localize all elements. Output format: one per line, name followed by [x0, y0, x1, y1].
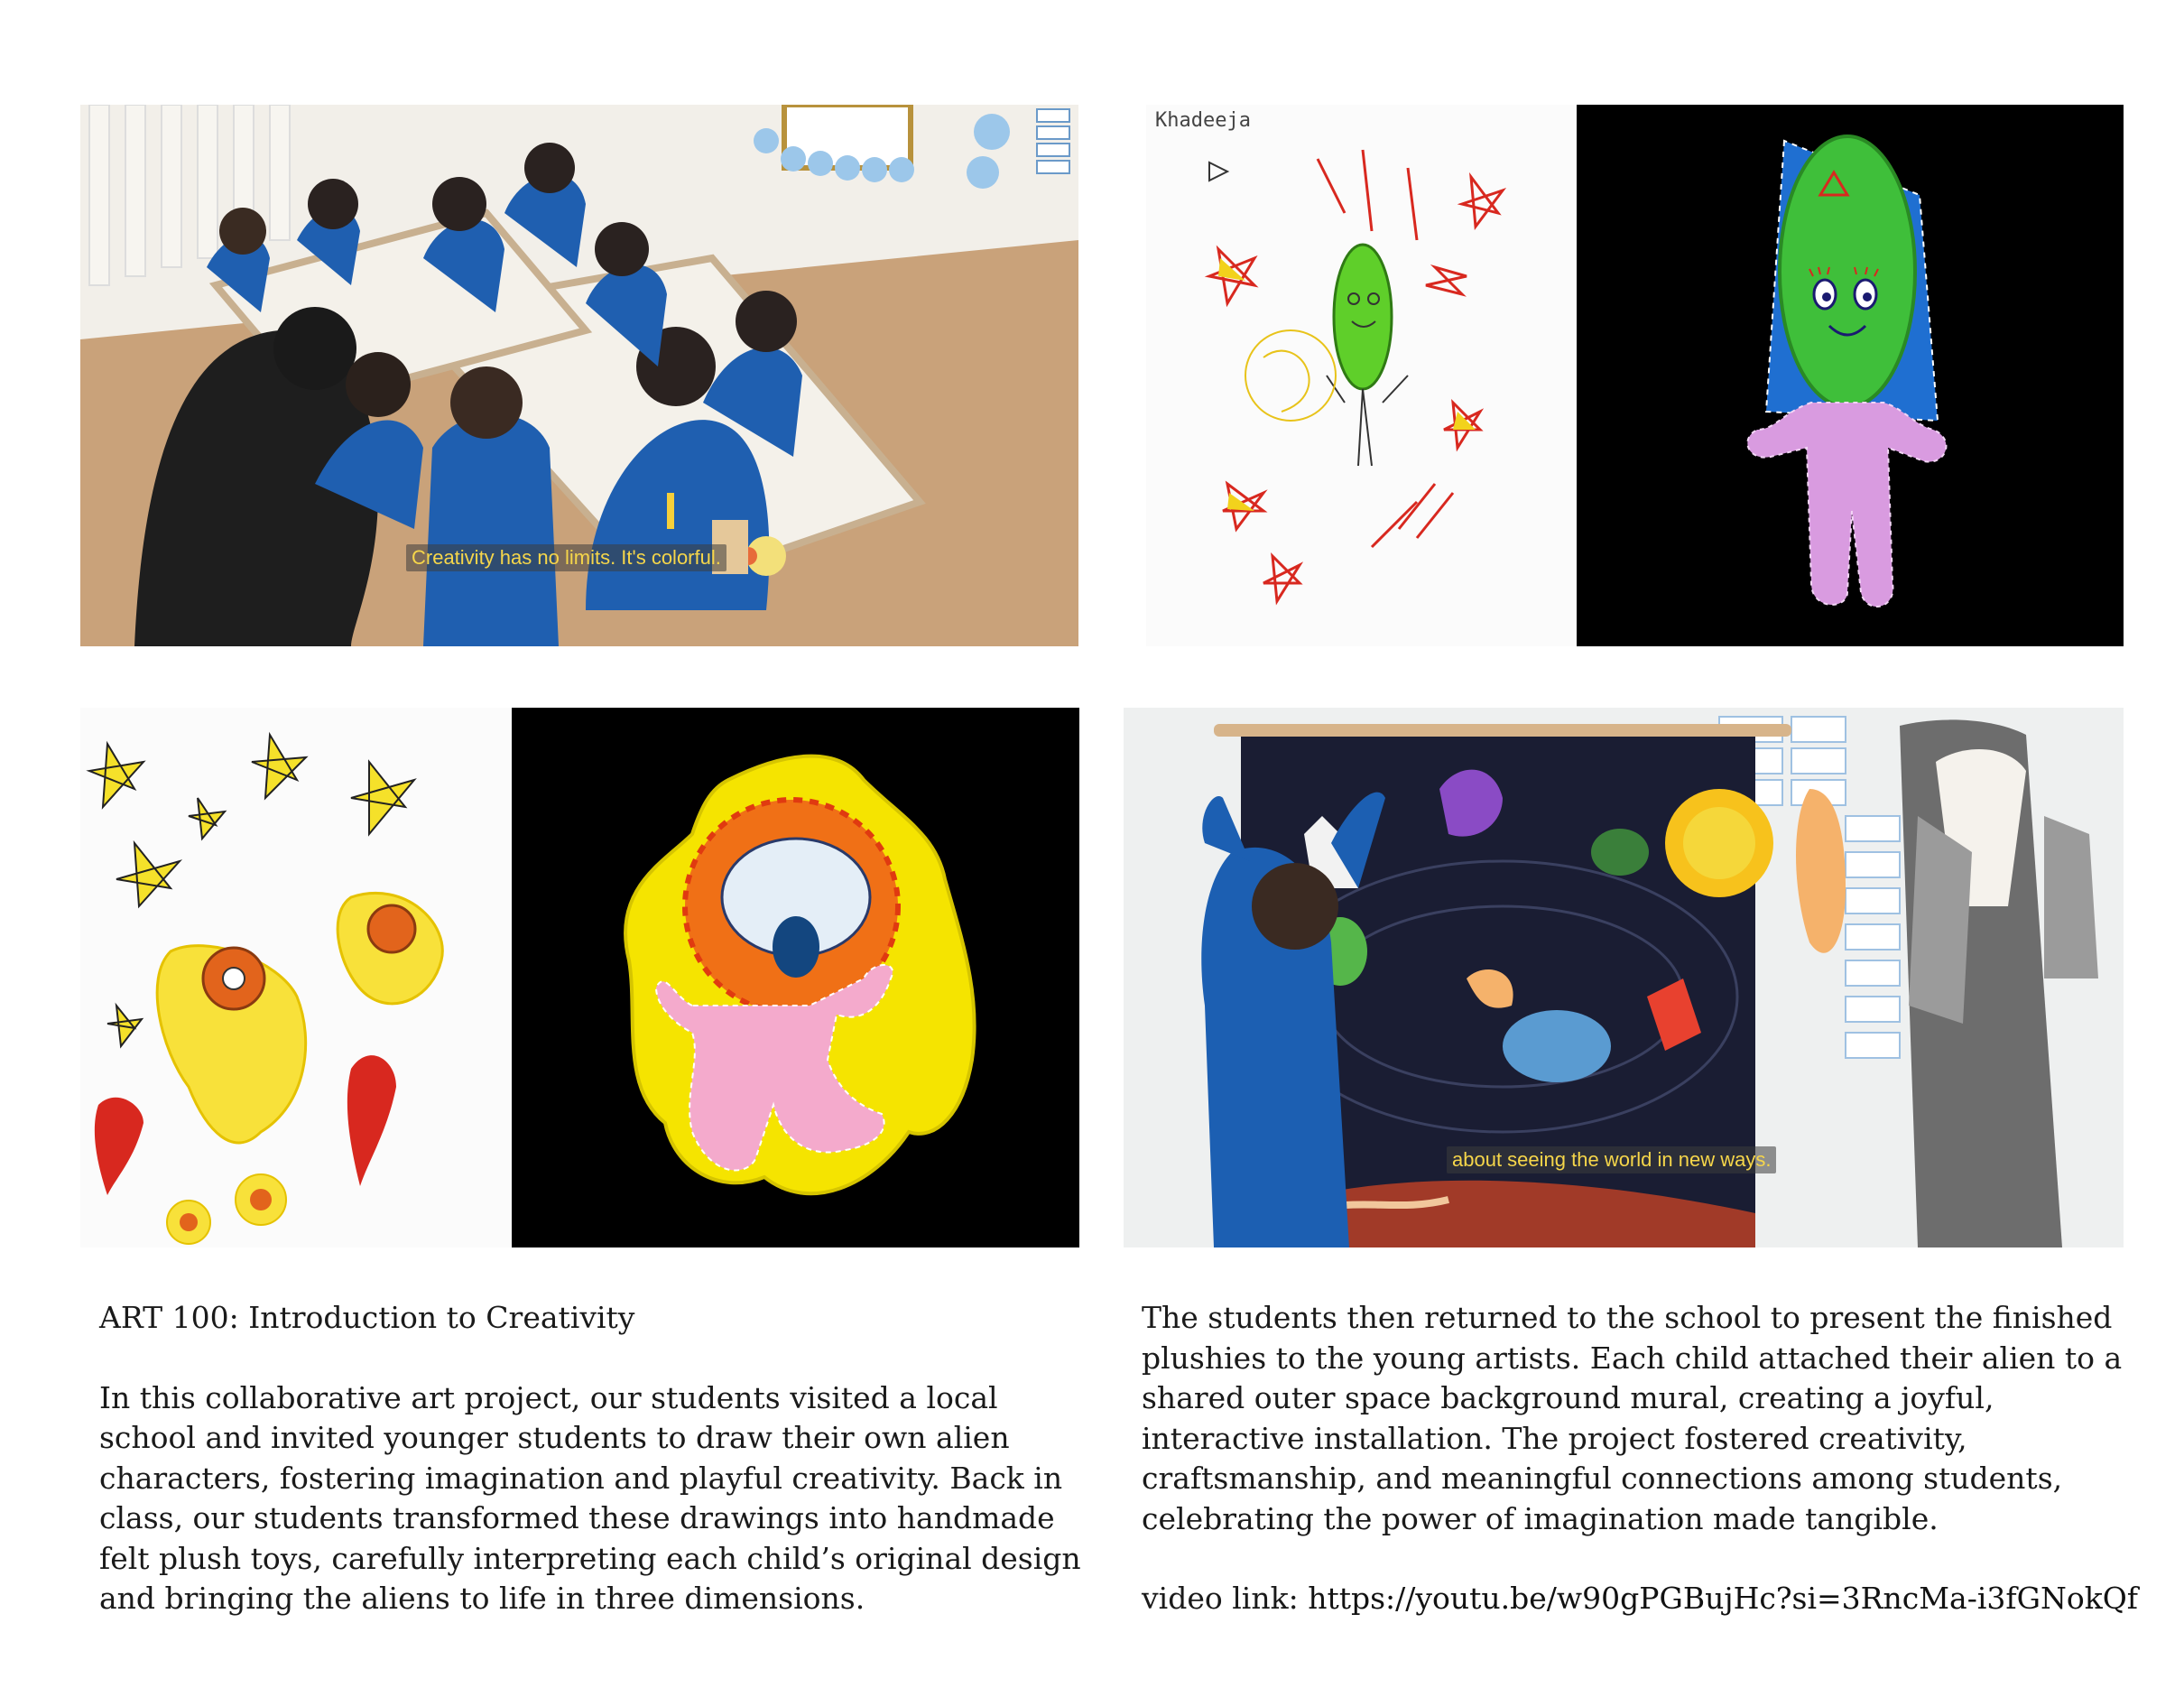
- mural-photo: [1124, 708, 2124, 1247]
- green-alien-plush: [1577, 105, 2124, 646]
- child-drawing-green-alien: [1146, 105, 1575, 646]
- right-text-column: [1142, 1298, 2138, 1619]
- orange-alien-plush: [512, 708, 1079, 1247]
- child-drawing-orange-alien: [80, 708, 511, 1247]
- classroom-photo: [80, 105, 1078, 646]
- video-link-label: video link:: [1142, 1581, 1309, 1616]
- video-link-line: [1142, 1579, 2138, 1619]
- course-title: ART 100: Introduction to Creativity: [99, 1300, 635, 1335]
- left-text-column: [99, 1298, 1083, 1619]
- right-body-paragraph: The students then returned to the school to present the finished plushies to the young artists. Each child attached their alien to a shared outer space background mural, creating a joyful, interactive installation. The project fostered creativity, craftsmanship, and meaningful connections among students, celebrating the power of imagination made tangible.: [1142, 1300, 2123, 1536]
- drawing-signature: Khadeeja: [1155, 109, 1251, 132]
- video-caption: Creativity has no limits. It's colorful.: [406, 544, 726, 571]
- video-link[interactable]: https://youtu.be/w90gPGBujHc?si=3RncMa-i3fGNokQf: [1308, 1581, 2138, 1616]
- video-caption: about seeing the world in new ways.: [1447, 1146, 1776, 1173]
- left-body-paragraph: In this collaborative art project, our students visited a local school and invited younger students to draw their own alien characters, fostering imagination and playful creativity. Back in class, our students transformed these drawings into handmade felt plush toys, carefully interpreting each child’s original design and bringing the aliens to life in three dimensions.: [99, 1379, 1081, 1616]
